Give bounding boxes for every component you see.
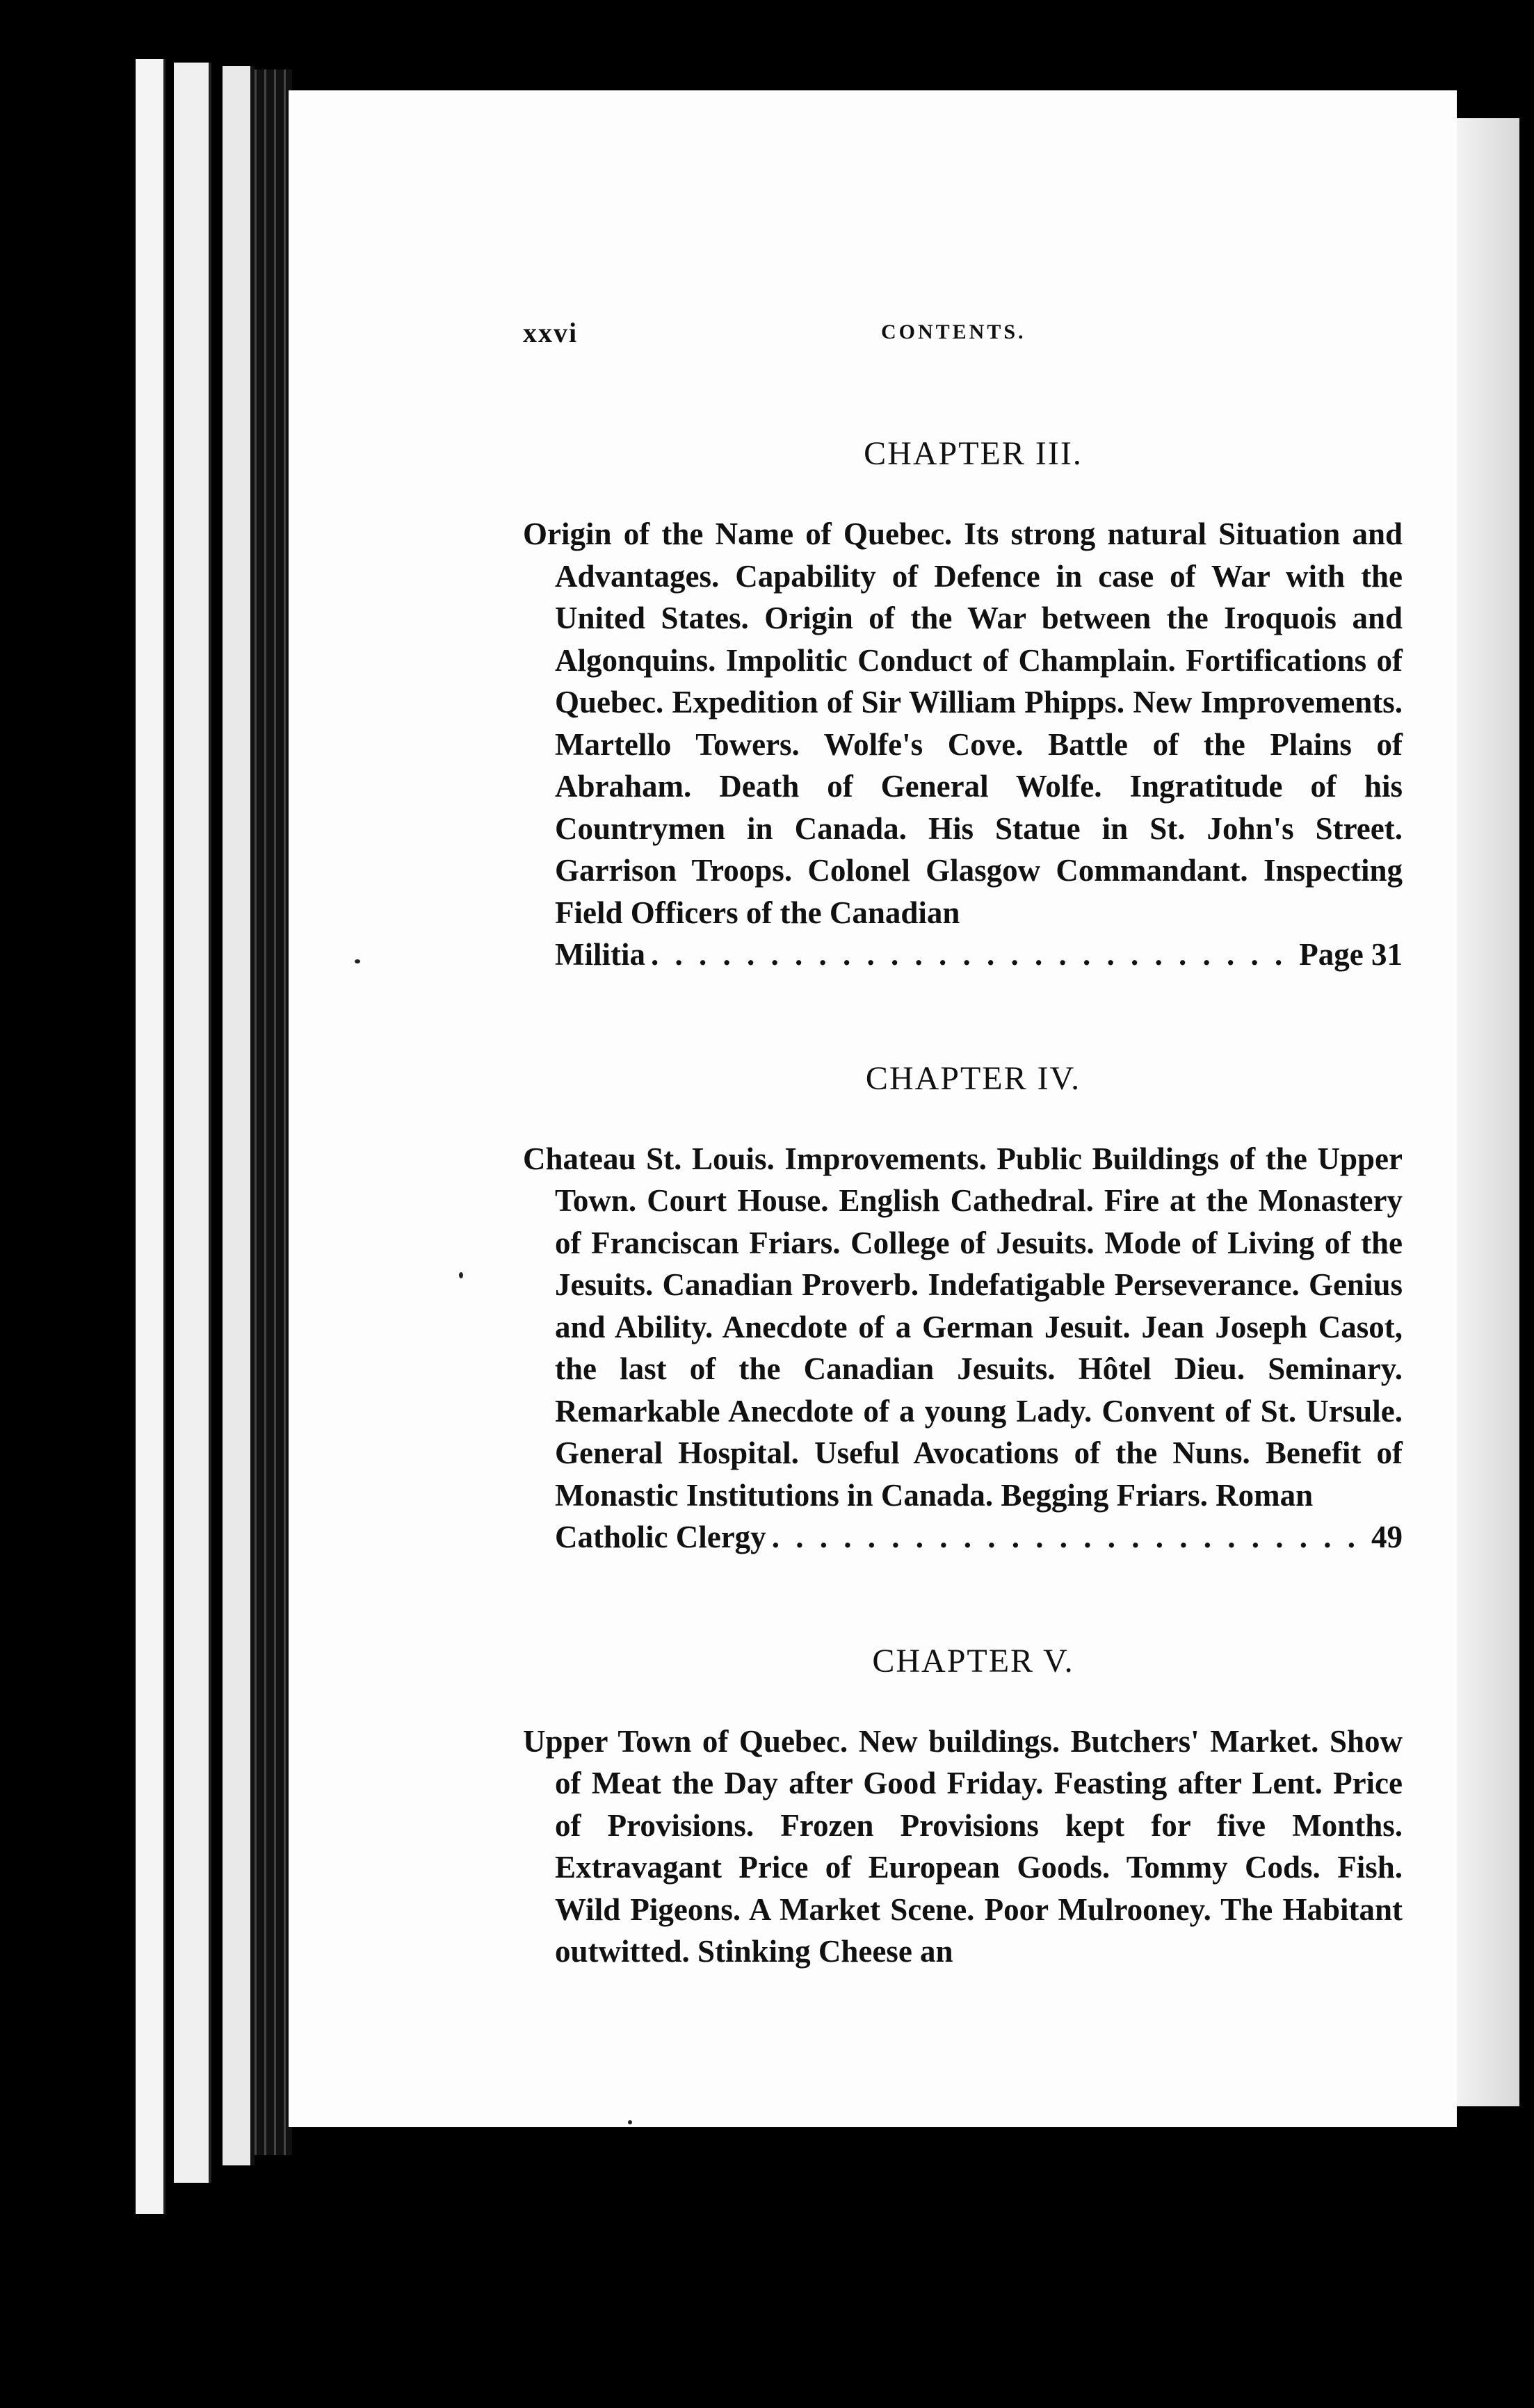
chapter-heading: CHAPTER V. (872, 1642, 1074, 1679)
page-reference: Page 31 (1299, 937, 1403, 972)
running-title: CONTENTS. (881, 320, 1026, 343)
chapter-summary: Chateau St. Louis. Improvements. Public Buildings of the Upper Town. Court House. English Cathedral. Fire at the Monastery of Franciscan Friars. College of Jesuits. Mode of Living of the Jesuits. Canadian Proverb. Indefatigable Perseverance. Genius and Ability. Anecdote of a German Jesuit. Jean Joseph Casot, the last of the Canadian Jesuits. Hôtel Dieu. Seminary. Remarkable Anecdote of a young Lady. Convent of St. Ursule. General Hospital. Useful Avocations of the Nuns. Benefit of Monastic Institutions in Canada. Begging Friars. Roman (523, 1141, 1403, 1513)
chapter-entry (523, 434, 1403, 976)
contents-text (523, 316, 1403, 1973)
page-reference-line (523, 1516, 1403, 1559)
page-edge (136, 59, 165, 2214)
dot-leader (772, 1516, 1366, 1559)
chapter-heading: CHAPTER III. (864, 435, 1083, 472)
ink-speck (628, 2120, 632, 2124)
chapter-summary: Origin of the Name of Quebec. Its strong natural Situation and Advantages. Capability of Defence in case of War with the United States. Origin of the War between the Iroquois and Algonquins. Impolitic Conduct of Champlain. Fortifications of Quebec. Expedition of Sir William Phipps. New Improvements. Martello Towers. Wolfe's Cove. Battle of the Plains of Abraham. Death of General Wolfe. Ingratitude of his Countrymen in Canada. His Statue in St. John's Street. Garrison Troops. Colonel Glasgow Commandant. Inspecting Field Officers of the Canadian (523, 516, 1403, 930)
page-number: xxvi (523, 317, 579, 348)
page-reference-line (523, 934, 1403, 976)
ink-speck (459, 1272, 463, 1278)
page-reference: 49 (1371, 1520, 1403, 1554)
chapter-entry (523, 1642, 1403, 1973)
ink-speck (355, 959, 360, 963)
chapter-heading: CHAPTER IV. (865, 1059, 1081, 1097)
summary-last-line: Catholic Clergy (555, 1520, 766, 1554)
running-head (523, 316, 1403, 358)
dot-leader (651, 934, 1293, 976)
chapter-entry (523, 1059, 1403, 1559)
book-gutter (250, 70, 292, 2155)
summary-last-line: Militia (555, 937, 645, 972)
facing-page-edge (1457, 118, 1519, 2106)
chapter-summary: Upper Town of Quebec. New buildings. Butchers' Market. Show of Meat the Day after Good Friday. Feasting after Lent. Price of Provisions. Frozen Provisions kept for five Months. Extravagant Price of European Goods. Tommy Cods. Fish. Wild Pigeons. A Market Scene. Poor Mulrooney. The Habitant outwitted. Stinking Cheese an (523, 1723, 1403, 1969)
page-edge (174, 63, 211, 2183)
